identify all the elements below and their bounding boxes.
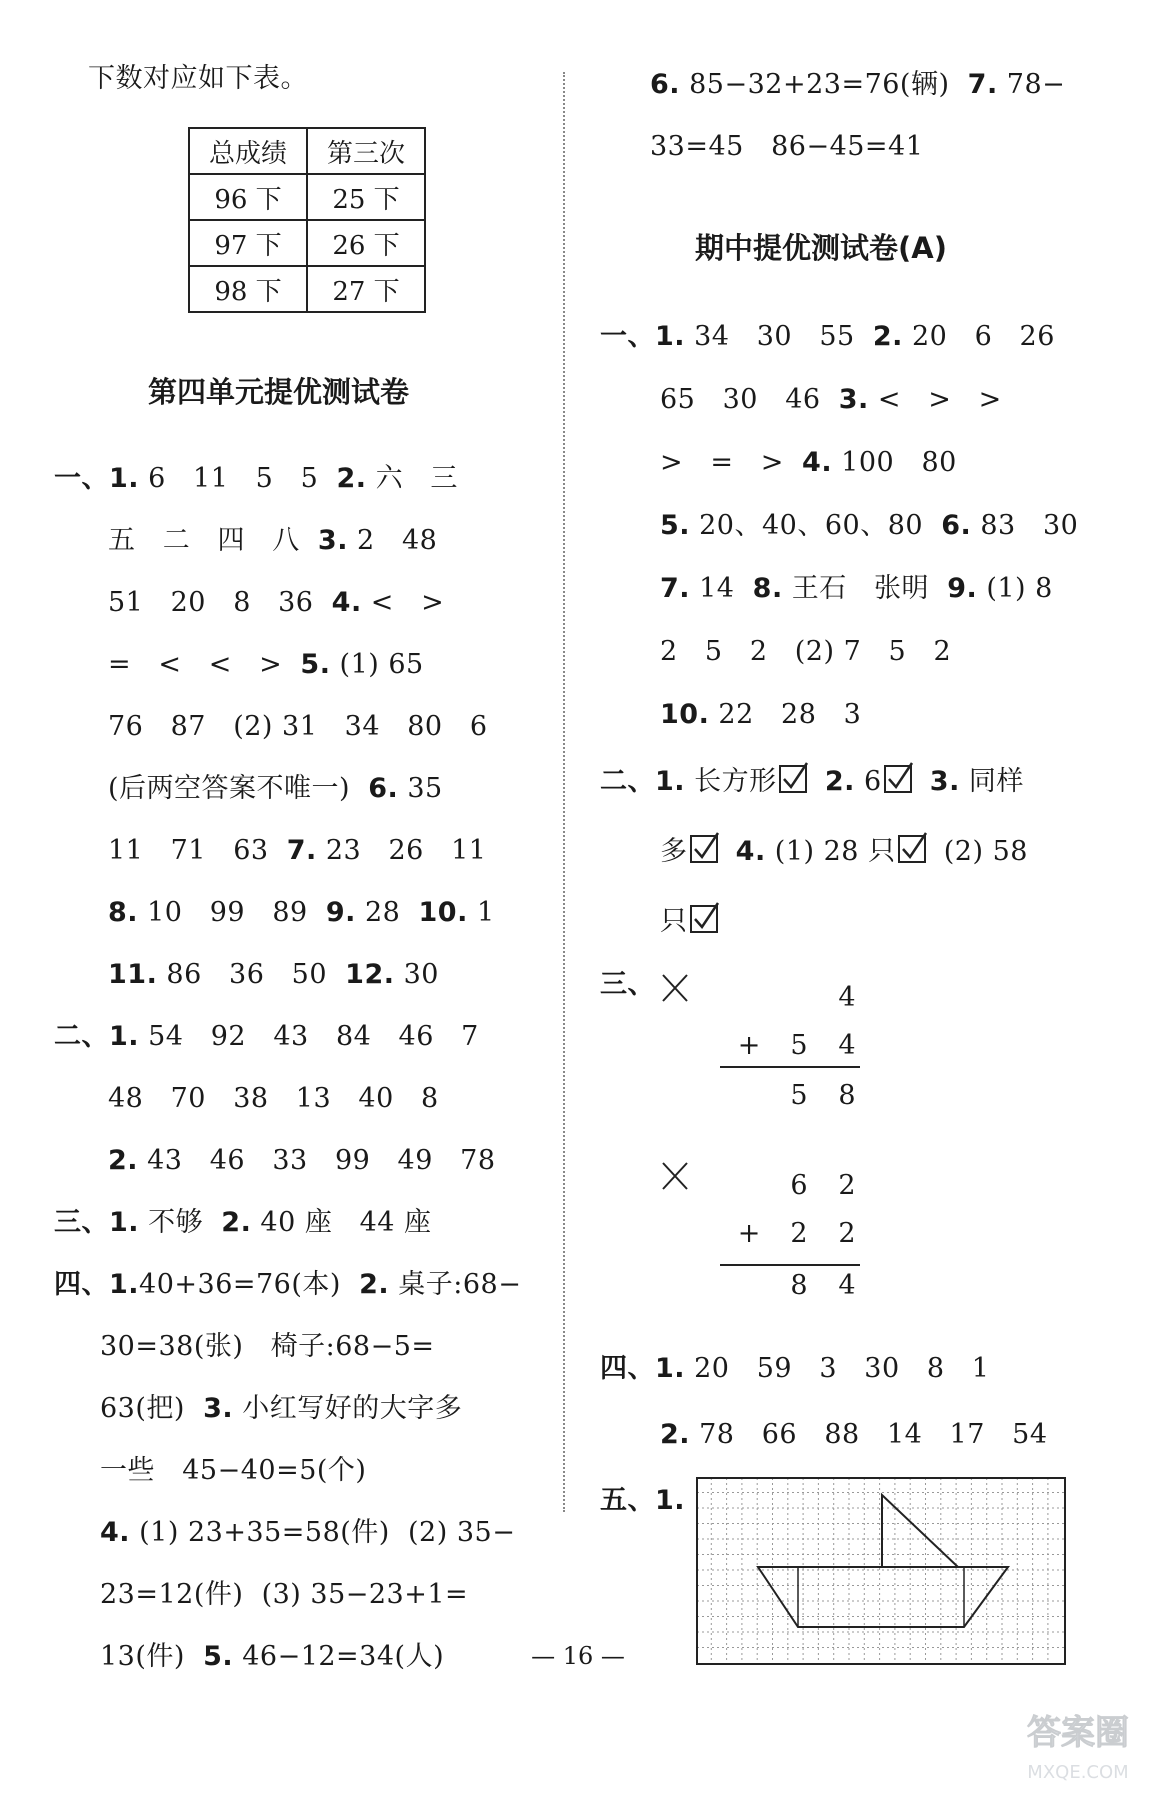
section-title-unit4: 第四单元提优测试卷	[148, 375, 410, 409]
cross-mark-icon	[660, 972, 690, 1004]
calc-digit: 5	[790, 1030, 808, 1061]
table-cell: 97 下	[189, 220, 307, 266]
table-cell: 25 下	[307, 174, 425, 220]
answer-line: 多 4. (1) 28 只 (2) 58	[660, 835, 1028, 869]
calc-digit: 4	[838, 1270, 856, 1301]
answer-line: 65 30 46 3. < > >	[660, 384, 1002, 415]
section-label: 三、	[600, 969, 655, 1000]
answer-line: 13(件) 5. 46−12=34(人)	[100, 1641, 445, 1672]
calc-digit: 2	[790, 1218, 808, 1249]
table-cell: 96 下	[189, 174, 307, 220]
grid-drawing	[696, 1477, 1066, 1665]
section-title-midterm: 期中提优测试卷(A)	[695, 231, 947, 265]
table-header-row	[189, 128, 425, 174]
answer-line: 23=12(件) (3) 35−23+1=	[100, 1579, 469, 1610]
calc-operator: +	[737, 1030, 761, 1061]
answer-line: 2. 78 66 88 14 17 54	[660, 1419, 1048, 1450]
check-box-icon	[884, 765, 912, 793]
calc-rule	[720, 1066, 860, 1068]
answer-line: 76 87 (2) 31 34 80 6	[108, 711, 488, 742]
answer-line: 五 二 四 八 3. 2 48	[108, 525, 438, 556]
watermark-url: MXQE.COM	[1027, 1762, 1129, 1783]
answer-line: 11. 86 36 50 12. 30	[108, 959, 439, 990]
table-row	[189, 174, 425, 220]
answer-line: 51 20 8 36 4. < >	[108, 587, 445, 618]
check-box-icon	[898, 835, 926, 863]
answer-line: (后两空答案不唯一) 6. 35	[108, 773, 443, 804]
table-row	[189, 220, 425, 266]
answer-line: 6. 85−32+23=76(辆) 7. 78−	[650, 69, 1066, 100]
answer-line: 只	[660, 905, 718, 939]
calc-operator: +	[737, 1218, 761, 1249]
answer-line: 2. 43 46 33 99 49 78	[108, 1145, 496, 1176]
answer-line: 30=38(张) 椅子:68−5=	[100, 1331, 435, 1362]
column-divider	[563, 72, 565, 1512]
answer-line: 二、1. 长方形 2. 6 3. 同样	[600, 765, 1024, 799]
score-table	[188, 127, 426, 313]
watermark-text: 答案圈	[1027, 1713, 1129, 1753]
calc-digit: 8	[790, 1270, 808, 1301]
answer-line: 48 70 38 13 40 8	[108, 1083, 439, 1114]
check-box-icon	[690, 835, 718, 863]
answer-line: 8. 10 99 89 9. 28 10. 1	[108, 897, 495, 928]
answer-line: 63(把) 3. 小红写好的大字多	[100, 1393, 463, 1424]
calc-digit: 4	[838, 1030, 856, 1061]
answer-line: > = > 4. 100 80	[660, 447, 957, 478]
answer-line: 一、1. 6 11 5 5 2. 六 三	[54, 463, 458, 494]
cross-mark-icon	[660, 1160, 690, 1192]
check-box-icon	[779, 765, 807, 793]
calc-digit: 5	[790, 1080, 808, 1111]
calc-rule	[720, 1264, 860, 1266]
answer-line: 33=45 86−45=41	[650, 131, 924, 162]
table-header: 总成绩	[189, 128, 307, 174]
calc-digit: 2	[838, 1218, 856, 1249]
table-row	[189, 266, 425, 312]
answer-line: 四、1. 20 59 3 30 8 1	[600, 1353, 990, 1384]
answer-line: 一、1. 34 30 55 2. 20 6 26	[600, 321, 1055, 352]
answer-line: 5. 20、40、60、80 6. 83 30	[660, 510, 1079, 541]
calc-digit: 6	[790, 1170, 808, 1201]
answer-line: 7. 14 8. 王石 张明 9. (1) 8	[660, 573, 1053, 604]
answer-line: 2 5 2 (2) 7 5 2	[660, 636, 952, 667]
table-cell: 26 下	[307, 220, 425, 266]
calc-digit: 2	[838, 1170, 856, 1201]
table-cell: 98 下	[189, 266, 307, 312]
answer-line: 10. 22 28 3	[660, 699, 862, 730]
answer-line: 二、1. 54 92 43 84 46 7	[54, 1021, 479, 1052]
answer-line: 五、1.	[600, 1485, 686, 1516]
answer-line: 一些 45−40=5(个)	[100, 1455, 367, 1486]
watermark-logo	[1008, 1700, 1148, 1790]
table-header: 第三次	[307, 128, 425, 174]
answer-line: 三、1. 不够 2. 40 座 44 座	[54, 1207, 432, 1238]
calc-digit: 4	[838, 982, 856, 1013]
answer-line: 11 71 63 7. 23 26 11	[108, 835, 487, 866]
check-box-icon	[690, 905, 718, 933]
answer-line: 四、1.40+36=76(本) 2. 桌子:68−	[54, 1269, 522, 1300]
answer-line: = < < > 5. (1) 65	[108, 649, 424, 680]
intro-text: 下数对应如下表。	[88, 63, 308, 94]
answer-line: 4. (1) 23+35=58(件) (2) 35−	[100, 1517, 516, 1548]
table-cell: 27 下	[307, 266, 425, 312]
calc-digit: 8	[838, 1080, 856, 1111]
page-number: — 16 —	[531, 1642, 625, 1670]
